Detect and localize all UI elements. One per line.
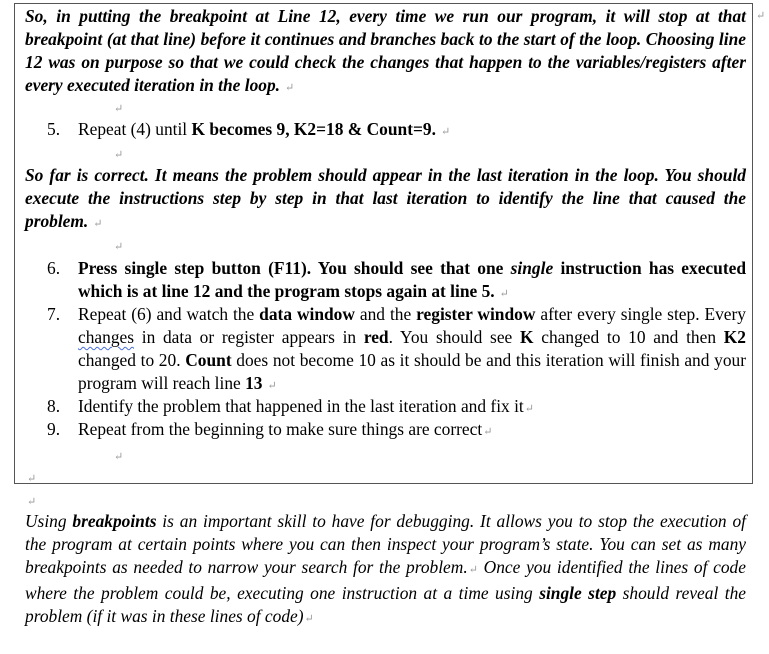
paragraph-mark: ↵ (114, 103, 124, 115)
step-7-text: Repeat (6) and watch the data window and the register window after every single step. Every changes in data or register appears in red. You should see K changed to 10 and then K2 changed to 20. Count does not become 10 as it should be and this iteration will finish and your program will reach line 13 ↵ (78, 304, 747, 393)
step-9-text: Repeat from the beginning to make sure things are correct↵ (78, 419, 493, 439)
step-6-text: Press single step button (F11). You should see that one single instruction has executed which is at line 12 and the program stops again at line 5. ↵ (78, 258, 747, 301)
breakpoints-summary-paragraph: Using breakpoints is an important skill to have for debugging. It allows you to stop the execution of the program at certain points where you can then inspect your program’s state. You can set as many breakpoints as needed to narrow your search for the problem.↵ Once you identified the lines of code where the problem could be, executing one instruction at a time using single step should reveal the problem (if it was in these lines of code)↵ (25, 511, 746, 626)
step-8-number: 8. (47, 396, 61, 416)
step-6-number: 6. (47, 258, 61, 278)
paragraph-mark: ↵ (114, 149, 124, 161)
step-9-number: 9. (47, 419, 61, 439)
step-8-text: Identify the problem that happened in the last iteration and fix it↵ (78, 396, 534, 416)
paragraph-mark: ↵ (27, 496, 37, 508)
paragraph-mark: ↵ (114, 451, 124, 463)
spelling-underline: changes (78, 327, 135, 347)
paragraph-mark: ↵ (114, 241, 124, 253)
paragraph-mark: ↵ (756, 10, 766, 22)
paragraph-mark: ↵ (27, 473, 37, 485)
step-7-number: 7. (47, 304, 61, 324)
step-5-text: Repeat (4) until K becomes 9, K2=18 & Count=9. ↵ (78, 119, 451, 139)
breakpoint-explanation-paragraph: So, in putting the breakpoint at Line 12, every time we run our program, it will stop at that breakpoint (at that line) before it continues and branches back to the start of the loop. Choosing line 12 was on purpose so that we could check the changes that happen to the variables/registers after every executed iteration in the loop. ↵ (25, 6, 746, 95)
last-iteration-paragraph: So far is correct. It means the problem should appear in the last iteration in the loop. You should execute the instructions step by step in that last iteration to identify the line that caused the problem. ↵ (25, 165, 746, 231)
step-5-number: 5. (47, 119, 61, 139)
